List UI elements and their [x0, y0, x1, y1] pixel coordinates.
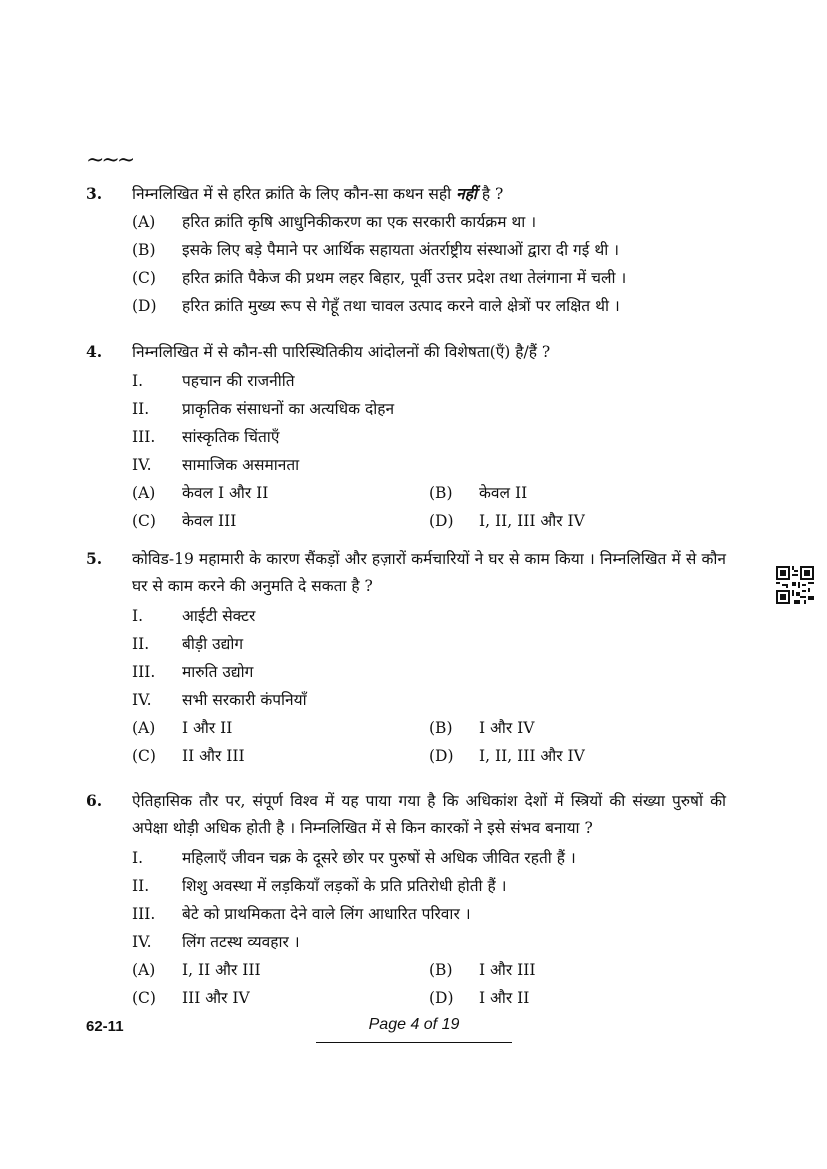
question-number: 3.: [86, 184, 103, 203]
statement-iv: IV. लिंग तटस्थ व्यवहार ।: [132, 933, 300, 951]
statement-i: I. महिलाएँ जीवन चक्र के दूसरे छोर पर पुरुषों से अधिक जीवित रहती हैं ।: [132, 849, 576, 867]
option-c[interactable]: (C) हरित क्रांति पैकेज की प्रथम लहर बिहार, पूर्वी उत्तर प्रदेश तथा तेलंगाना में चली ।: [132, 269, 627, 287]
option-d[interactable]: (D) I, II, III और IV: [429, 512, 585, 530]
option-d[interactable]: (D) हरित क्रांति मुख्य रूप से गेहूँ तथा चावल उत्पाद करने वाले क्षेत्रों पर लक्षित थी ।: [132, 297, 620, 315]
statement-iv: IV. सामाजिक असमानता: [132, 456, 300, 474]
question-number: 6.: [86, 791, 103, 810]
question-3: [86, 180, 726, 320]
statement-i: I. पहचान की राजनीति: [132, 372, 295, 390]
option-d[interactable]: (D) I, II, III और IV: [429, 747, 585, 765]
question-text: निम्नलिखित में से कौन-सी पारिस्थितिकीय आंदोलनों की विशेषता(एँ) है/हैं ?: [132, 343, 551, 361]
option-b[interactable]: (B) इसके लिए बड़े पैमाने पर आर्थिक सहायता अंतर्राष्ट्रीय संस्थाओं द्वारा दी गई थी ।: [132, 241, 620, 259]
statement-ii: II. शिशु अवस्था में लड़कियाँ लड़कों के प्रति प्रतिरोधी होती हैं ।: [132, 877, 507, 895]
statement-iii: III. बेटे को प्राथमिकता देने वाले लिंग आधारित परिवार ।: [132, 905, 471, 923]
option-a[interactable]: (A) I, II और III: [132, 961, 261, 979]
question-6: [86, 788, 726, 1012]
statement-i: I. आईटी सेक्टर: [132, 607, 256, 625]
question-text: निम्नलिखित में से हरित क्रांति के लिए कौन-सा कथन सही नहीं है ?: [132, 184, 504, 203]
question-4: [86, 339, 726, 535]
option-b[interactable]: (B) I और IV: [429, 719, 535, 737]
question-5: [86, 546, 726, 770]
statement-iii: III. सांस्कृतिक चिंताएँ: [132, 428, 280, 446]
qr-code-icon: [776, 566, 814, 604]
header-wave-mark: ~~~: [86, 148, 133, 173]
statement-ii: II. प्राकृतिक संसाधनों का अत्यधिक दोहन: [132, 400, 395, 418]
statement-iv: IV. सभी सरकारी कंपनियाँ: [132, 691, 307, 709]
option-d[interactable]: (D) I और II: [429, 989, 530, 1007]
option-b[interactable]: (B) केवल II: [429, 484, 528, 502]
option-b[interactable]: (B) I और III: [429, 961, 536, 979]
paper-code: 62-11: [86, 1018, 124, 1035]
option-a[interactable]: (A) हरित क्रांति कृषि आधुनिकीकरण का एक सरकारी कार्यक्रम था ।: [132, 213, 537, 231]
page-number: Page 4 of 19: [316, 1016, 512, 1043]
question-text: कोविड-19 महामारी के कारण सैंकड़ों और हज़ारों कर्मचारियों ने घर से काम किया । निम्नलिखित में से कौन घर से काम करने की अनुमति दे सकता है ?: [132, 550, 726, 595]
emphasis-word: नहीं: [456, 184, 477, 203]
option-c[interactable]: (C) II और III: [132, 747, 245, 765]
question-number: 4.: [86, 342, 103, 361]
statement-iii: III. मारुति उद्योग: [132, 663, 254, 681]
option-c[interactable]: (C) केवल III: [132, 512, 237, 530]
option-a[interactable]: (A) I और II: [132, 719, 233, 737]
question-number: 5.: [86, 549, 103, 568]
option-a[interactable]: (A) केवल I और II: [132, 484, 269, 502]
statement-ii: II. बीड़ी उद्योग: [132, 635, 244, 653]
question-text: ऐतिहासिक तौर पर, संपूर्ण विश्व में यह पाया गया है कि अधिकांश देशों में स्त्रियों की संख्या पुरुषों की अपेक्षा थोड़ी अधिक होती है । निम्नलिखित में से किन कारकों ने इसे संभव बनाया ?: [132, 792, 726, 837]
option-c[interactable]: (C) III और IV: [132, 989, 250, 1007]
